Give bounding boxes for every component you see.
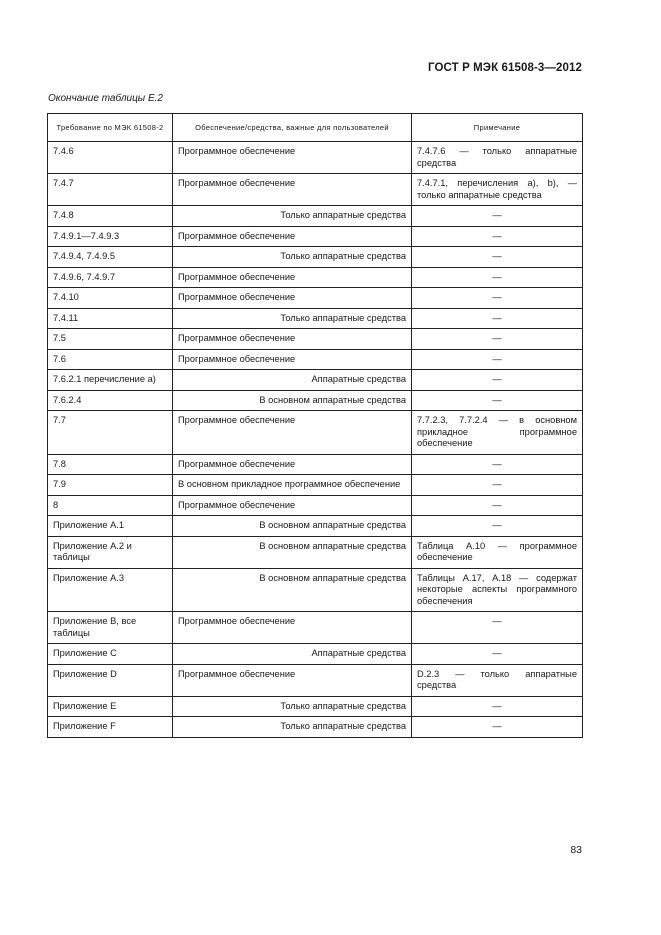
table-row bbox=[48, 568, 583, 612]
cell-requirement: 7.4.11 bbox=[48, 308, 173, 329]
cell-means: Программное обеспечение bbox=[173, 288, 412, 309]
cell-note: — bbox=[412, 612, 583, 644]
cell-note: — bbox=[412, 267, 583, 288]
cell-requirement: 7.8 bbox=[48, 454, 173, 475]
cell-requirement: Приложение F bbox=[48, 717, 173, 738]
cell-note: — bbox=[412, 329, 583, 350]
cell-means: В основном аппаратные средства bbox=[173, 390, 412, 411]
table-row bbox=[48, 495, 583, 516]
cell-requirement: Приложение А.1 bbox=[48, 516, 173, 537]
cell-requirement: 7.7 bbox=[48, 411, 173, 455]
cell-requirement: Приложение В, все таблицы bbox=[48, 612, 173, 644]
cell-requirement: Приложение С bbox=[48, 644, 173, 665]
cell-means: Аппаратные средства bbox=[173, 370, 412, 391]
cell-note: — bbox=[412, 717, 583, 738]
cell-means: Только аппаратные средства bbox=[173, 717, 412, 738]
table-row bbox=[48, 390, 583, 411]
cell-note: — bbox=[412, 247, 583, 268]
cell-requirement: 8 bbox=[48, 495, 173, 516]
table-row bbox=[48, 349, 583, 370]
page-number: 83 bbox=[570, 844, 582, 856]
column-header-note: Примечание bbox=[412, 114, 583, 142]
cell-requirement: 7.4.6 bbox=[48, 142, 173, 174]
table-body bbox=[48, 142, 583, 738]
cell-requirement: Приложение А.3 bbox=[48, 568, 173, 612]
cell-requirement: Приложение E bbox=[48, 696, 173, 717]
cell-note: — bbox=[412, 288, 583, 309]
cell-note: — bbox=[412, 370, 583, 391]
cell-means: Только аппаратные средства bbox=[173, 206, 412, 227]
table-row bbox=[48, 612, 583, 644]
cell-means: Программное обеспечение bbox=[173, 349, 412, 370]
cell-means: Программное обеспечение bbox=[173, 411, 412, 455]
table-row bbox=[48, 329, 583, 350]
table-row bbox=[48, 288, 583, 309]
table-row bbox=[48, 174, 583, 206]
cell-means: Только аппаратные средства bbox=[173, 247, 412, 268]
table-row bbox=[48, 370, 583, 391]
table-row bbox=[48, 267, 583, 288]
table-row bbox=[48, 475, 583, 496]
table-row bbox=[48, 142, 583, 174]
cell-note: — bbox=[412, 475, 583, 496]
cell-requirement: Приложение D bbox=[48, 664, 173, 696]
cell-means: Программное обеспечение bbox=[173, 142, 412, 174]
cell-note: Таблица А.10 — программное обеспечение bbox=[412, 536, 583, 568]
requirements-table bbox=[47, 113, 583, 738]
cell-note: D.2.3 — только аппаратные средства bbox=[412, 664, 583, 696]
cell-requirement: Приложение А.2 и таблицы bbox=[48, 536, 173, 568]
table-row bbox=[48, 454, 583, 475]
table-row bbox=[48, 696, 583, 717]
cell-means: В основном аппаратные средства bbox=[173, 536, 412, 568]
cell-note: — bbox=[412, 226, 583, 247]
cell-note: — bbox=[412, 454, 583, 475]
table-row bbox=[48, 226, 583, 247]
cell-requirement: 7.9 bbox=[48, 475, 173, 496]
cell-means: Только аппаратные средства bbox=[173, 308, 412, 329]
column-header-requirement: Требование по МЭК 61508-2 bbox=[48, 114, 173, 142]
cell-means: Программное обеспечение bbox=[173, 495, 412, 516]
table-row bbox=[48, 536, 583, 568]
table-row bbox=[48, 411, 583, 455]
table-row bbox=[48, 206, 583, 227]
table-row bbox=[48, 247, 583, 268]
cell-note: — bbox=[412, 206, 583, 227]
cell-note: Таблицы А.17, А.18 — содержат некоторые аспекты программного обеспечения bbox=[412, 568, 583, 612]
cell-note: 7.4.7.1, перечисления а), b), — только аппаратные средства bbox=[412, 174, 583, 206]
cell-means: В основном аппаратные средства bbox=[173, 568, 412, 612]
cell-means: В основном аппаратные средства bbox=[173, 516, 412, 537]
cell-means: Аппаратные средства bbox=[173, 644, 412, 665]
cell-note: — bbox=[412, 696, 583, 717]
cell-means: Программное обеспечение bbox=[173, 454, 412, 475]
table-caption: Окончание таблицы Е.2 bbox=[48, 93, 163, 104]
cell-requirement: 7.6.2.1 перечисление а) bbox=[48, 370, 173, 391]
cell-note: — bbox=[412, 495, 583, 516]
cell-requirement: 7.4.9.1—7.4.9.3 bbox=[48, 226, 173, 247]
cell-means: В основном прикладное программное обеспечение bbox=[173, 475, 412, 496]
cell-means: Только аппаратные средства bbox=[173, 696, 412, 717]
cell-note: — bbox=[412, 308, 583, 329]
cell-requirement: 7.4.10 bbox=[48, 288, 173, 309]
cell-note: 7.7.2.3, 7.7.2.4 — в основном прикладное программное обеспечение bbox=[412, 411, 583, 455]
cell-means: Программное обеспечение bbox=[173, 329, 412, 350]
cell-note: — bbox=[412, 516, 583, 537]
table-row bbox=[48, 308, 583, 329]
cell-note: — bbox=[412, 349, 583, 370]
table-row bbox=[48, 516, 583, 537]
table-row bbox=[48, 717, 583, 738]
cell-requirement: 7.6.2.4 bbox=[48, 390, 173, 411]
cell-means: Программное обеспечение bbox=[173, 226, 412, 247]
cell-means: Программное обеспечение bbox=[173, 612, 412, 644]
cell-note: — bbox=[412, 644, 583, 665]
cell-means: Программное обеспечение bbox=[173, 664, 412, 696]
cell-requirement: 7.4.7 bbox=[48, 174, 173, 206]
table-header-row bbox=[48, 114, 583, 142]
cell-note: 7.4.7.6 — только аппаратные средства bbox=[412, 142, 583, 174]
column-header-means: Обеспечение/средства, важные для пользователей bbox=[173, 114, 412, 142]
cell-requirement: 7.4.8 bbox=[48, 206, 173, 227]
cell-means: Программное обеспечение bbox=[173, 174, 412, 206]
document-header: ГОСТ Р МЭК 61508-3—2012 bbox=[428, 62, 582, 74]
cell-means: Программное обеспечение bbox=[173, 267, 412, 288]
cell-requirement: 7.6 bbox=[48, 349, 173, 370]
table-row bbox=[48, 664, 583, 696]
cell-requirement: 7.4.9.4, 7.4.9.5 bbox=[48, 247, 173, 268]
cell-note: — bbox=[412, 390, 583, 411]
table-row bbox=[48, 644, 583, 665]
cell-requirement: 7.4.9.6, 7.4.9.7 bbox=[48, 267, 173, 288]
cell-requirement: 7.5 bbox=[48, 329, 173, 350]
